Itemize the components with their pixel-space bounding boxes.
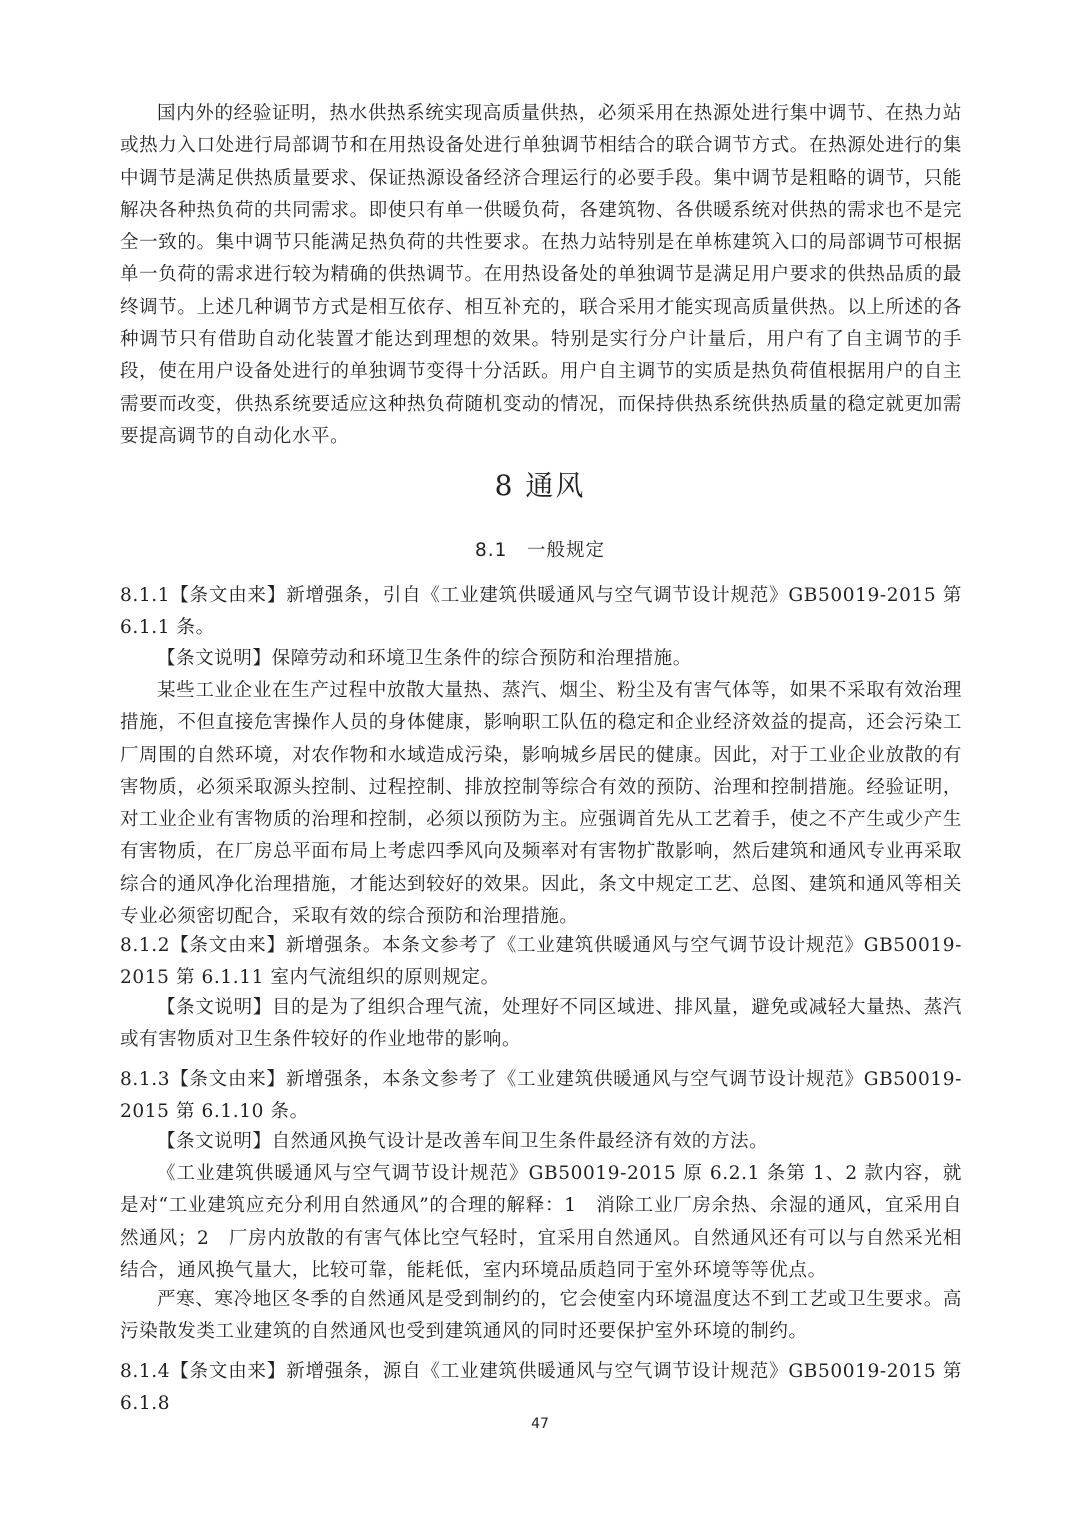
- clause-8-1-1-source: 8.1.1【条文由来】新增强条，引自《工业建筑供暖通风与空气调节设计规范》GB50019-2015 第 6.1.1 条。: [120, 585, 962, 639]
- paragraph-heating-regulation: 国内外的经验证明，热水供热系统实现高质量供热，必须采用在热源处进行集中调节、在热力站或热力入口处进行局部调节和在用热设备处进行单独调节相结合的联合调节方式。在热源处进行的集中调节是满足供热质量要求、保证热源设备经济合理运行的必要手段。集中调节是粗略的调节，只能解决各种热负荷的共同需求。即使只有单一供暖负荷，各建筑物、各供暖系统对供热的需求也不是完全一致的。集中调节只能满足热负荷的共性要求。在热力站特别是在单栋建筑入口的局部调节可根据单一负荷的需求进行较为精确的供热调节。在用热设备处的单独调节是满足用户要求的供热品质的最终调节。上述几种调节方式是相互依存、相互补充的，联合采用才能实现高质量供热。以上所述的各种调节只有借助自动化装置才能达到理想的效果。特别是实行分户计量后，用户有了自主调节的手段，使在用户设备处进行的单独调节变得十分活跃。用户自主调节的实质是热负荷值根据用户的自主需要而改变，供热系统要适应这种热负荷随机变动的情况，而保持供热系统供热质量的稳定就更加需要提高调节的自动化水平。: [120, 103, 962, 447]
- page-number: 47: [531, 1416, 549, 1432]
- clause-8-1-3-source: 8.1.3【条文由来】新增强条，本条文参考了《工业建筑供暖通风与空气调节设计规范》GB50019-2015 第 6.1.10 条。: [120, 1069, 962, 1123]
- clause-8-1-1-note: 【条文说明】保障劳动和环境卫生条件的综合预防和治理措施。: [157, 648, 692, 669]
- clause-8-1-2-source: 8.1.2【条文由来】新增强条。本条文参考了《工业建筑供暖通风与空气调节设计规范》GB50019-2015 第 6.1.11 室内气流组织的原则规定。: [120, 935, 962, 989]
- clause-8-1-3-body-1: 《工业建筑供暖通风与空气调节设计规范》GB50019-2015 原 6.2.1 条第 1、2 款内容，就是对“工业建筑应充分利用自然通风”的合理的解释：1 消除工业厂房余热、余湿的通风，宜采用自然通风；2 厂房内放散的有害气体比空气轻时，宜采用自然通风。自然通风还有可以与自然采光相结合，通风换气量大，比较可靠，能耗低，室内环境品质趋同于室外环境等等优点。: [120, 1163, 962, 1281]
- clause-8-1-2-note: 【条文说明】目的是为了组织合理气流，处理好不同区域进、排风量，避免或减轻大量热、蒸汽或有害物质对卫生条件较好的作业地带的影响。: [120, 997, 962, 1051]
- clause-8-1-1-body: 某些工业企业在生产过程中放散大量热、蒸汽、烟尘、粉尘及有害气体等，如果不采取有效治理措施，不但直接危害操作人员的身体健康，影响职工队伍的稳定和企业经济效益的提高，还会污染工厂周围的自然环境，对农作物和水域造成污染，影响城乡居民的健康。因此，对于工业企业放散的有害物质，必须采取源头控制、过程控制、排放控制等综合有效的预防、治理和控制措施。经验证明，对工业企业有害物质的治理和控制，必须以预防为主。应强调首先从工艺着手，使之不产生或少产生有害物质，在厂房总平面布局上考虑四季风向及频率对有害物扩散影响，然后建筑和通风专业再采取综合的通风净化治理措施，才能达到较好的效果。因此，条文中规定工艺、总图、建筑和通风等相关专业必须密切配合，采取有效的综合预防和治理措施。: [120, 680, 962, 928]
- clause-8-1-3-note: 【条文说明】自然通风换气设计是改善车间卫生条件最经济有效的方法。: [157, 1131, 769, 1152]
- chapter-title: 8 通风: [494, 469, 586, 502]
- clause-8-1-3-body-2: 严寒、寒冷地区冬季的自然通风是受到制约的，它会使室内环境温度达不到工艺或卫生要求。高污染散发类工业建筑的自然通风也受到建筑通风的同时还要保护室外环境的制约。: [120, 1289, 962, 1343]
- clause-8-1-4-source: 8.1.4【条文由来】新增强条，源自《工业建筑供暖通风与空气调节设计规范》GB50019-2015 第 6.1.8: [120, 1361, 962, 1415]
- section-title: 8.1 一般规定: [475, 540, 605, 561]
